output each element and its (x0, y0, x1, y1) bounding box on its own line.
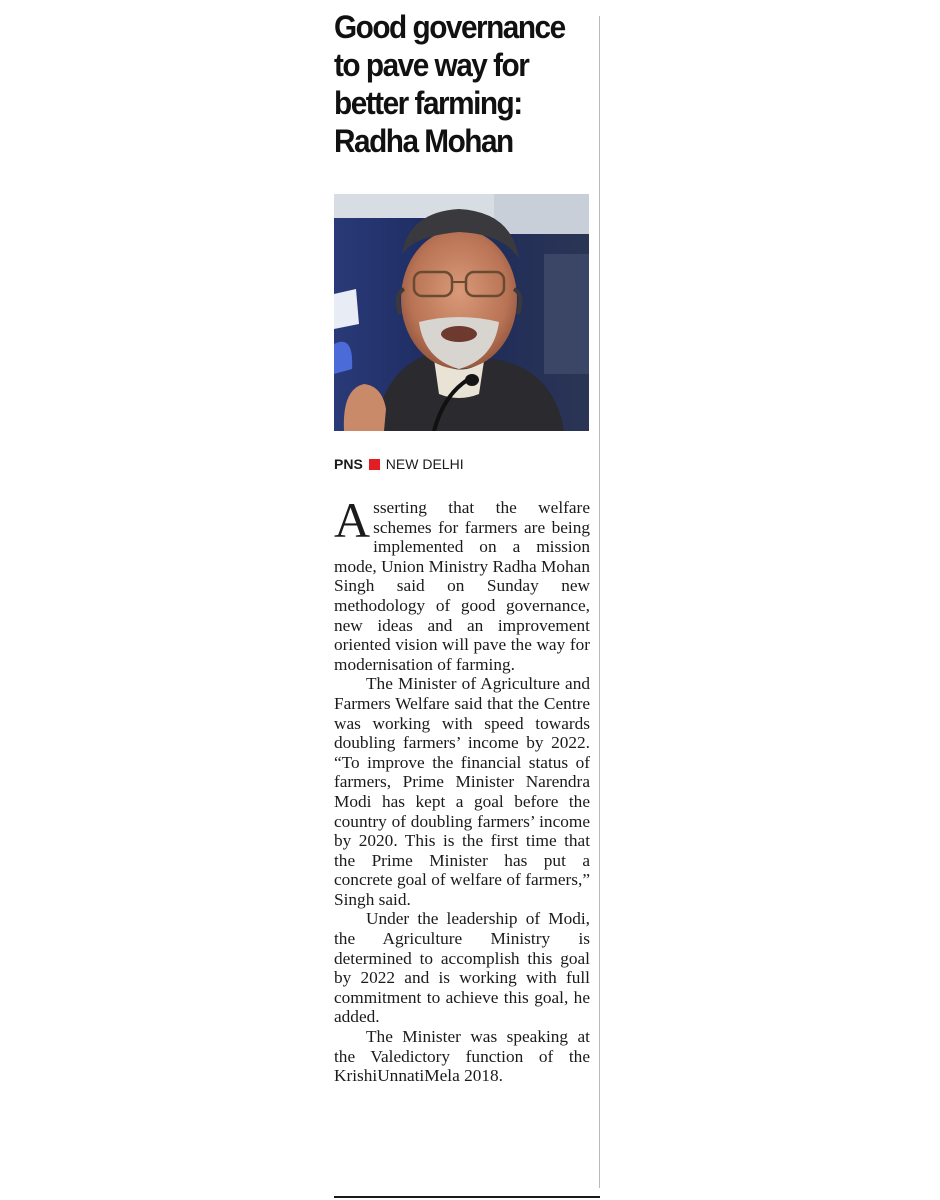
paragraph (334, 492, 590, 674)
paragraph-text: sserting that the welfare schemes for farmers are being implemented on a mission mode, Union Ministry Radha Mohan Singh said on Sunday new methodology of good governance, new ideas and an improvement oriented vision will pave the way for modernisation of farming. (334, 498, 590, 674)
article-body (334, 492, 590, 1086)
bottom-rule (334, 1196, 600, 1198)
paragraph: The Minister was speaking at the Valedictory function of the KrishiUnnatiMela 2018. (334, 1027, 590, 1086)
dateline-location: NEW DELHI (385, 456, 464, 472)
headline-line: Radha Mohan (334, 123, 513, 159)
paragraph: Under the leadership of Modi, the Agriculture Ministry is determined to accomplish this goal by 2022 and is working with full commitment to achieve this goal, he added. (334, 909, 590, 1027)
headline-line: to pave way for (334, 47, 529, 83)
news-agency: PNS (334, 456, 363, 472)
article-headline (334, 8, 572, 160)
dateline (334, 456, 464, 472)
red-square-bullet-icon (369, 459, 380, 470)
headline-line: better farming: (334, 85, 522, 121)
minister-photo (334, 194, 589, 431)
headline-line: Good governance (334, 9, 565, 45)
news-article (334, 8, 590, 1086)
column-rule (599, 16, 600, 1188)
paragraph: The Minister of Agriculture and Farmers Welfare said that the Centre was working with speed towards doubling farmers’ income by 2022. “To improve the financial status of farmers, Prime Minister Narendra Modi has kept a goal before the country of doubling farmers’ income by 2020. This is the first time that the Prime Minister has put a concrete goal of welfare of farmers,” Singh said. (334, 674, 590, 909)
drop-cap: A (334, 492, 371, 548)
